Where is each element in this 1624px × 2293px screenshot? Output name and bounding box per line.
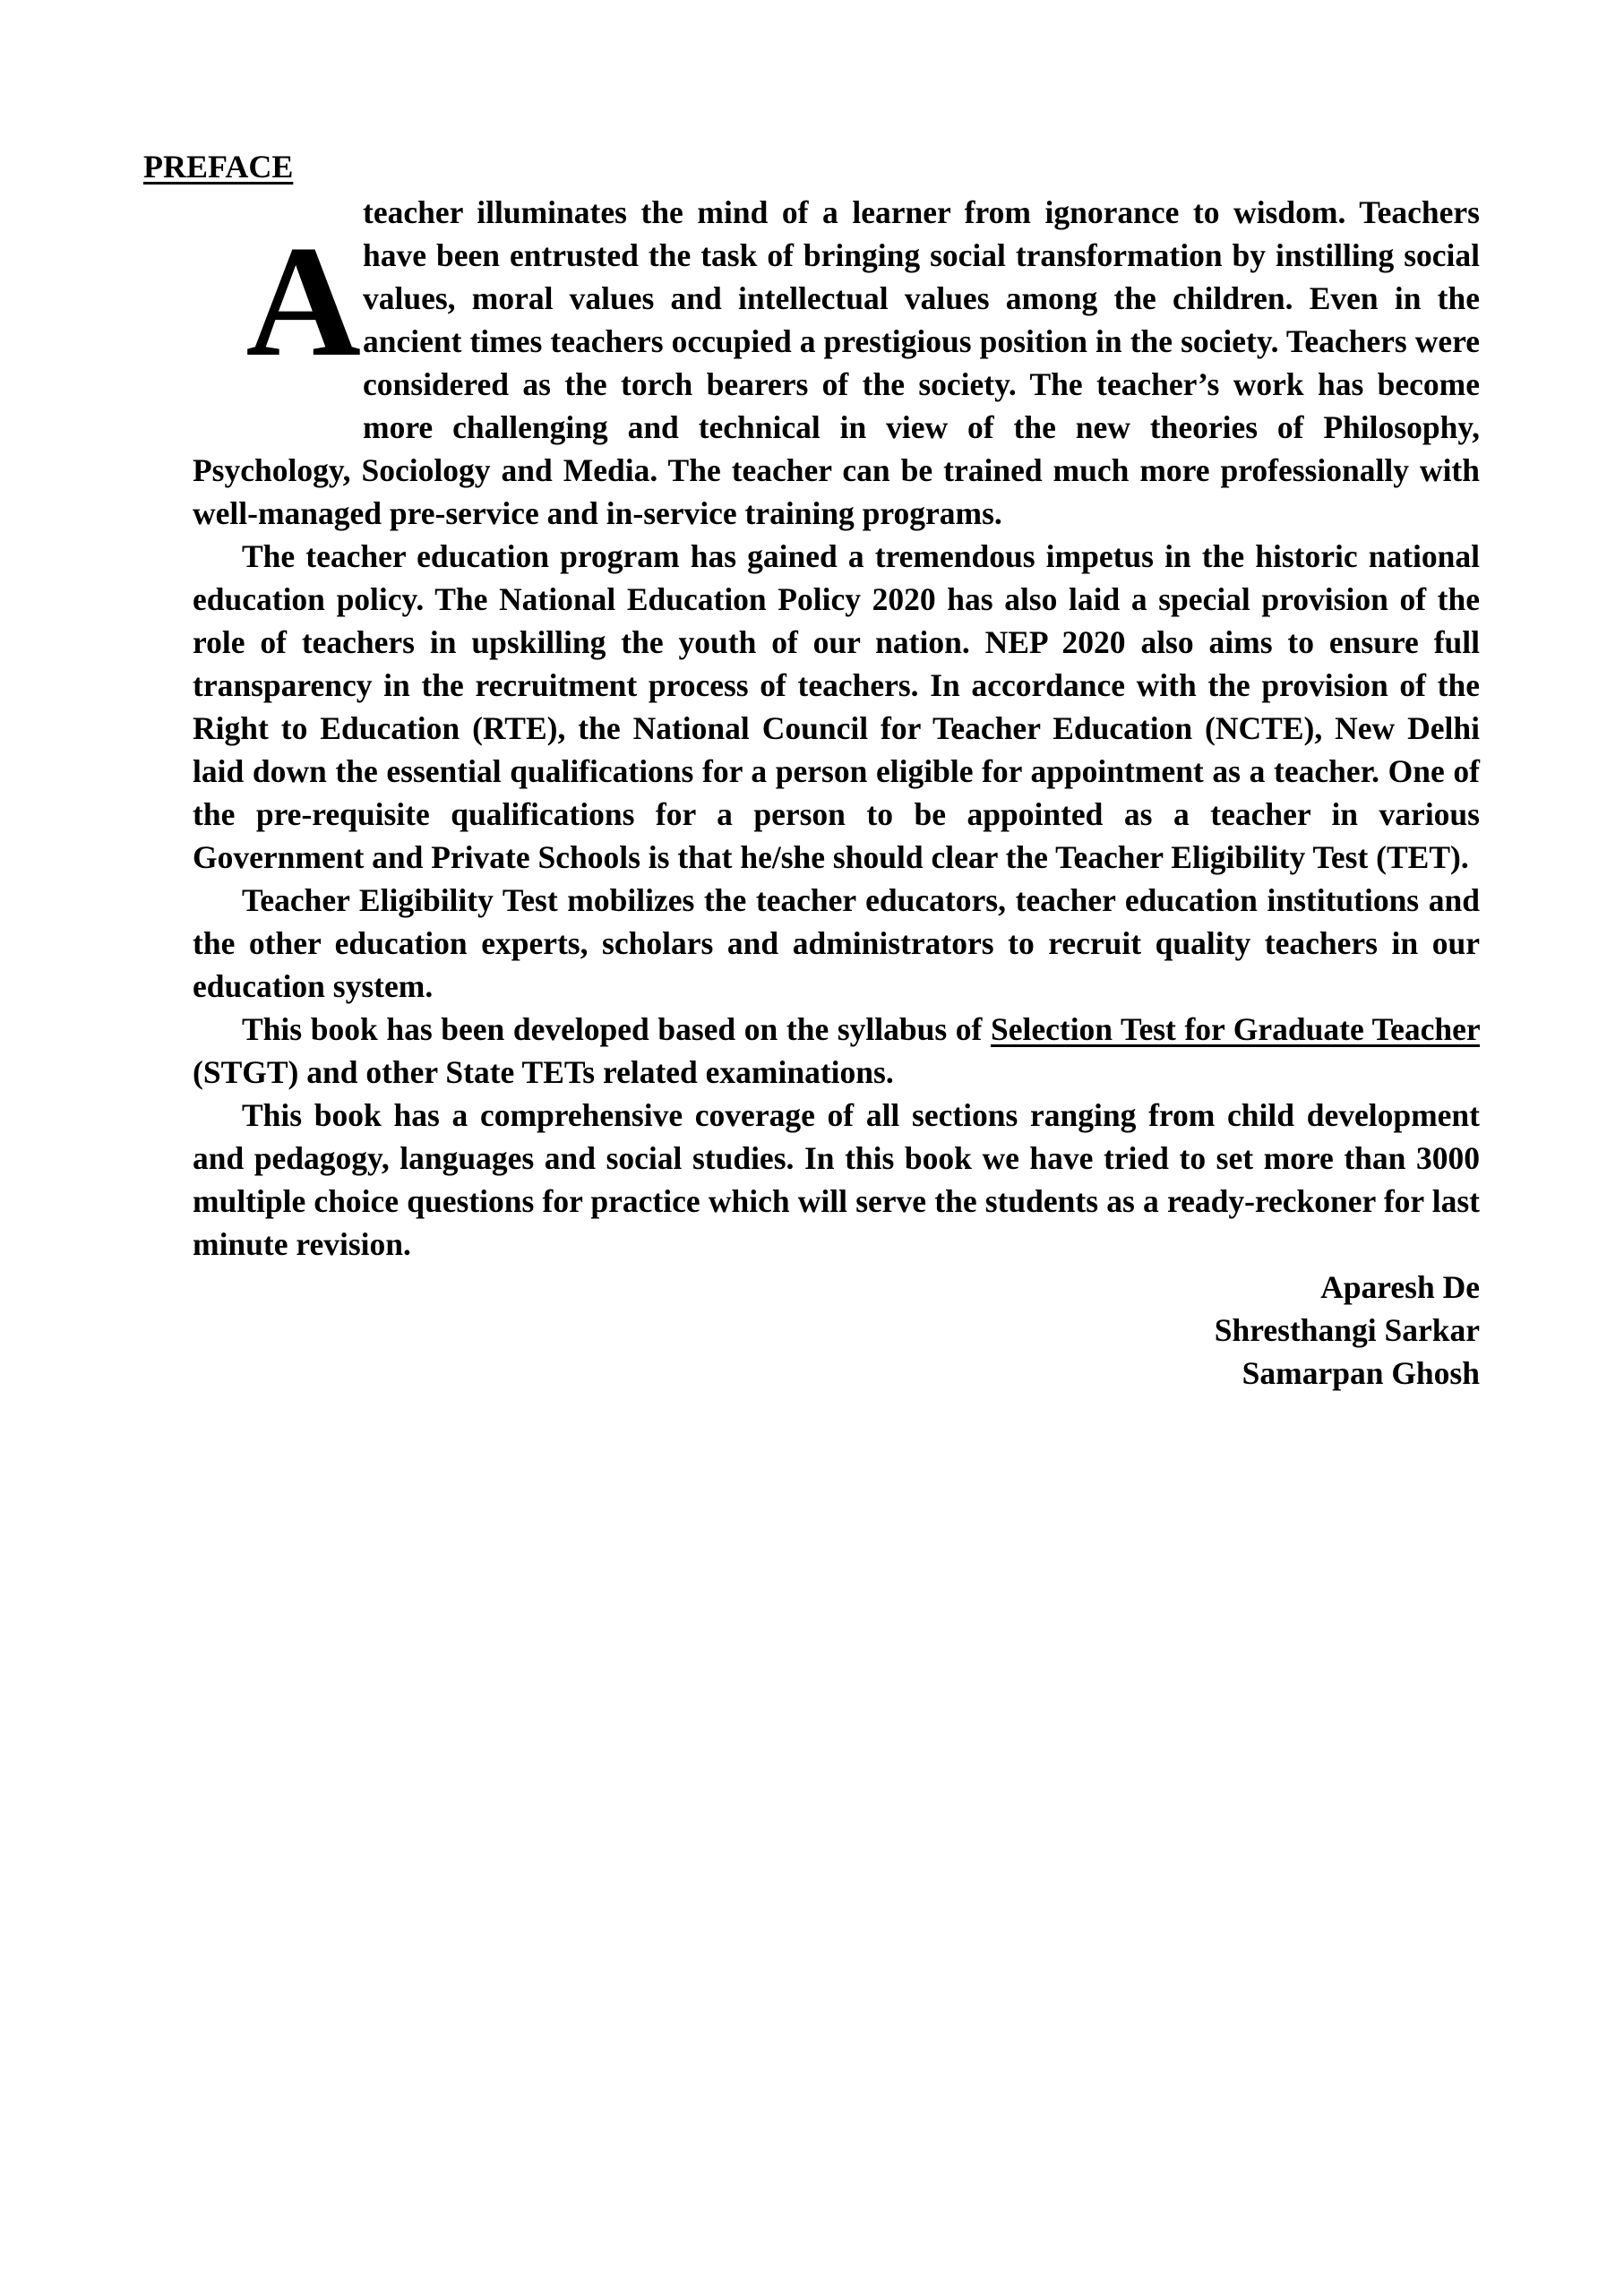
paragraph-1 — [193, 191, 1480, 535]
paragraph-1-text: teacher illuminates the mind of a learner from ignorance to wisdom. Teachers have been entrusted the task of bringing social transformation by instilling social values, moral values and intellectual values among the children. Even in the ancient times teachers occupied a prestigious position in the society. Teachers were considered as the torch bearers of the society. The teacher’s work has become more challenging and technical in view of the new theories of Philosophy, Psychology, Sociology and Media. The teacher can be trained much more professionally with well-managed pre-service and in-service training programs. — [193, 194, 1480, 531]
author-signatures — [193, 1266, 1480, 1395]
paragraph-3-text: Teacher Eligibility Test mobilizes the teacher educators, teacher education institutions and the other education experts, scholars and administrators to recruit quality teachers in our education system. — [193, 882, 1480, 1004]
paragraph-5-text: This book has a comprehensive coverage of all sections ranging from child development and pedagogy, languages and social studies. In this book we have tried to set more than 3000 multiple choice questions for practice which will serve the students as a ready-reckoner for last minute revision. — [193, 1097, 1480, 1262]
exam-name-underlined: Selection Test for Graduate Teacher — [991, 1011, 1480, 1047]
author-name: Samarpan Ghosh — [1242, 1355, 1480, 1391]
paragraph-2 — [193, 535, 1480, 879]
author-name: Aparesh De — [1320, 1269, 1480, 1305]
drop-cap-letter: A — [245, 212, 361, 390]
preface-body — [193, 191, 1480, 1395]
paragraph-5 — [193, 1094, 1480, 1266]
paragraph-3 — [193, 879, 1480, 1008]
page-title: PREFACE — [143, 149, 294, 185]
paragraph-4 — [193, 1008, 1480, 1094]
paragraph-2-text: The teacher education program has gained a tremendous impetus in the historic national education policy. The National Education Policy 2020 has also laid a special provision of the role of teachers in upskilling the youth of our nation. NEP 2020 also aims to ensure full transparency in the recruitment process of teachers. In accordance with the provision of the Right to Education (RTE), the National Council for Teacher Education (NCTE), New Delhi laid down the essential qualifications for a person eligible for appointment as a teacher. One of the pre-requisite qualifications for a person to be appointed as a teacher in various Government and Private Schools is that he/she should clear the Teacher Eligibility Test (TET). — [193, 538, 1480, 875]
paragraph-4-text-after: (STGT) and other State TETs related examinations. — [193, 1054, 894, 1090]
paragraph-4-text-before: This book has been developed based on the syllabus of — [242, 1011, 991, 1047]
author-name: Shresthangi Sarkar — [1214, 1312, 1480, 1348]
